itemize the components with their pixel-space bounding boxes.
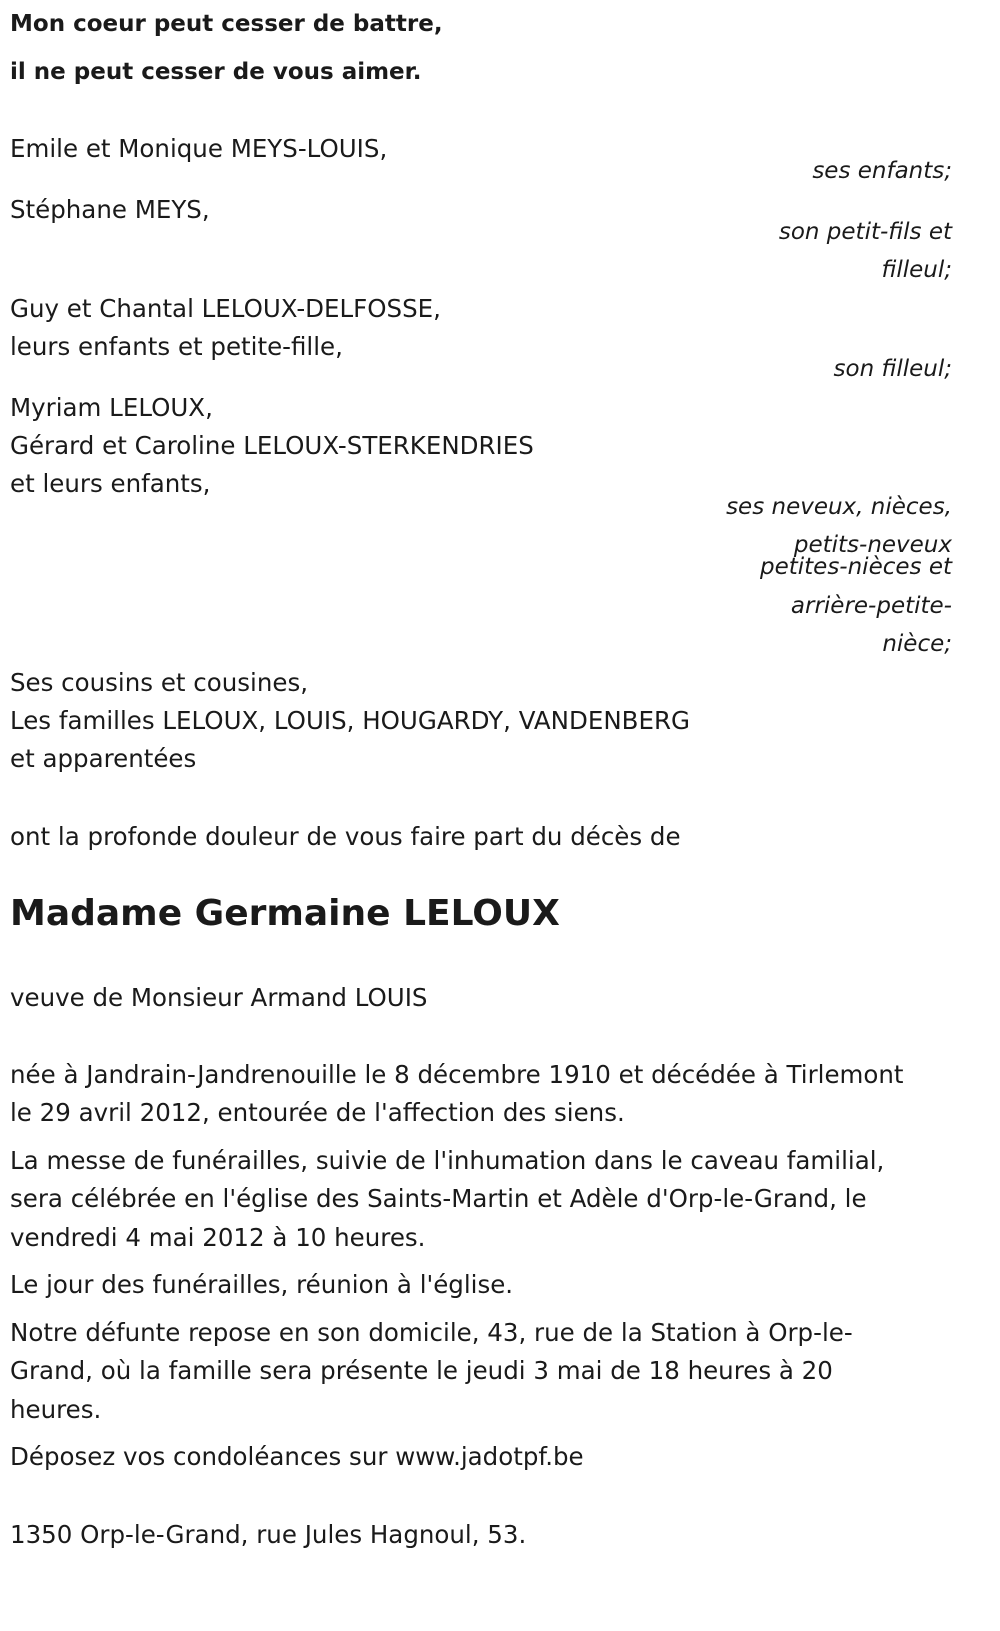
announcement: ont la profonde douleur de vous faire part du décès de (10, 822, 681, 851)
nephews-role-line-2: petits-neveux (793, 532, 952, 558)
mass-line-1: La messe de funérailles, suivie de l'inhumation dans le caveau familial, (10, 1146, 885, 1175)
gerard-names: Gérard et Caroline LELOUX-STERKENDRIES (10, 431, 534, 460)
nephews-role-line-3: petites-nièces et (760, 554, 952, 580)
nephews-role-line-1: ses neveux, nièces, (726, 494, 952, 520)
epitaph-line-2: il ne peut cesser de vous aimer. (10, 59, 422, 85)
rest-line-2: Grand, où la famille sera présente le jeudi 3 mai de 18 heures à 20 (10, 1356, 833, 1385)
epitaph-line-1: Mon coeur peut cesser de battre, (10, 11, 443, 37)
mass-line-3: vendredi 4 mai 2012 à 10 heures. (10, 1223, 426, 1252)
mass-line-2: sera célébrée en l'église des Saints-Martin et Adèle d'Orp-le-Grand, le (10, 1184, 867, 1213)
children-role: ses enfants; (812, 158, 952, 184)
birth-death-line-2: le 29 avril 2012, entourée de l'affection des siens. (10, 1098, 625, 1127)
grandson-role-line-2: filleul; (881, 257, 952, 283)
rest-line-3: heures. (10, 1395, 102, 1424)
nephews-role-line-5: nièce; (882, 631, 952, 657)
deceased-name: Madame Germaine LELOUX (10, 893, 560, 934)
myriam-name: Myriam LELOUX, (10, 393, 213, 422)
contact-address: 1350 Orp-le-Grand, rue Jules Hagnoul, 53. (10, 1520, 527, 1549)
children-names: Emile et Monique MEYS-LOUIS, (10, 134, 388, 163)
rest-line-1: Notre défunte repose en son domicile, 43, rue de la Station à Orp-le- (10, 1318, 853, 1347)
widow-of: veuve de Monsieur Armand LOUIS (10, 983, 428, 1012)
nephews-role-line-4: arrière-petite- (790, 593, 952, 619)
grandson-role-line-1: son petit-fils et (778, 219, 952, 245)
godson-role: son filleul; (833, 356, 952, 382)
condolences-info: Déposez vos condoléances sur www.jadotpf.be (10, 1442, 584, 1471)
their-children: et leurs enfants, (10, 469, 211, 498)
guy-children: leurs enfants et petite-fille, (10, 332, 343, 361)
related-families: et apparentées (10, 744, 197, 773)
grandson-name: Stéphane MEYS, (10, 195, 210, 224)
birth-death-line-1: née à Jandrain-Jandrenouille le 8 décembre 1910 et décédée à Tirlemont (10, 1060, 904, 1089)
families: Les familles LELOUX, LOUIS, HOUGARDY, VANDENBERG (10, 706, 690, 735)
meeting-info: Le jour des funérailles, réunion à l'église. (10, 1270, 514, 1299)
cousins: Ses cousins et cousines, (10, 668, 308, 697)
guy-names: Guy et Chantal LELOUX-DELFOSSE, (10, 294, 441, 323)
